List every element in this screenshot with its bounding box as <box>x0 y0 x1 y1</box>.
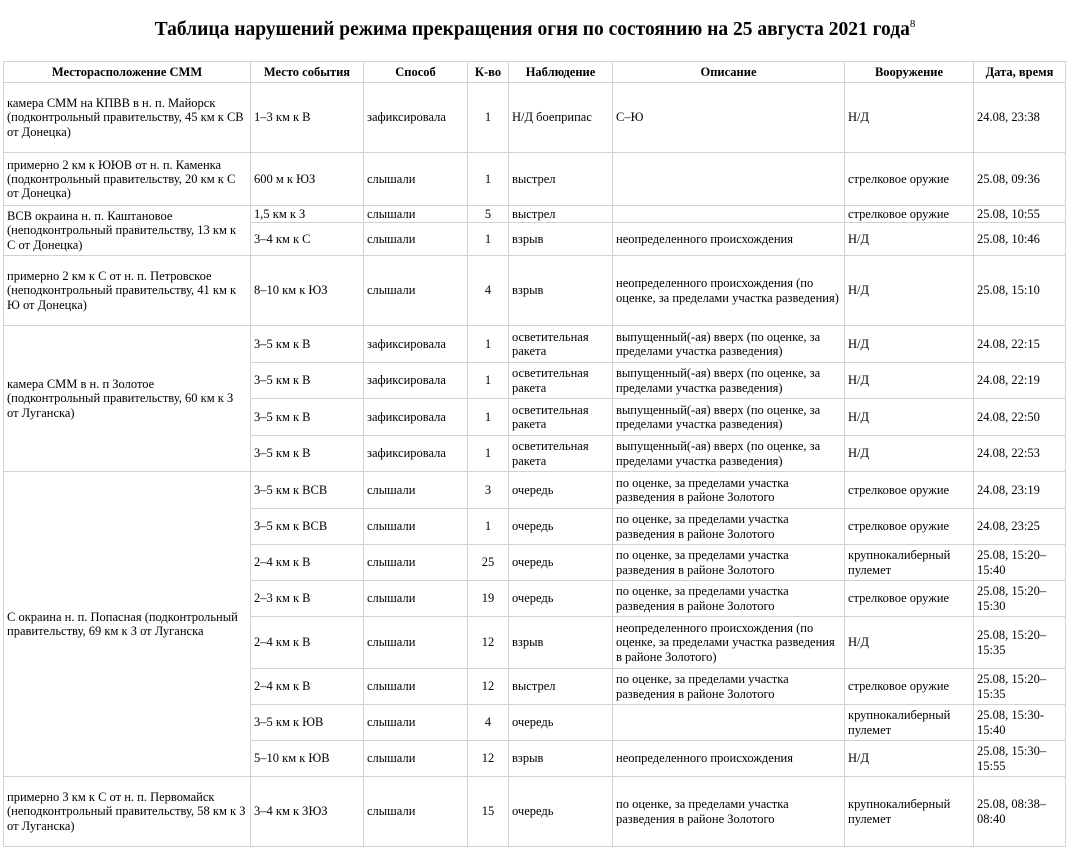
weapon-cell: крупнокалиберный пулемет <box>845 545 974 581</box>
count-cell: 19 <box>468 581 509 617</box>
weapon-cell: крупнокалиберный пулемет <box>845 705 974 741</box>
method-cell: зафиксировала <box>364 83 468 153</box>
weapon-cell: стрелковое оружие <box>845 669 974 705</box>
method-cell: зафиксировала <box>364 399 468 436</box>
header-weapon: Вооружение <box>845 62 974 83</box>
count-cell: 1 <box>468 326 509 363</box>
datetime-cell: 25.08, 15:20–15:30 <box>974 581 1066 617</box>
observation-cell: взрыв <box>509 617 613 669</box>
observation-cell: осветительная ракета <box>509 399 613 436</box>
weapon-cell: Н/Д <box>845 399 974 436</box>
count-cell: 1 <box>468 83 509 153</box>
weapon-cell: стрелковое оружие <box>845 581 974 617</box>
observation-cell: Н/Д боеприпас <box>509 83 613 153</box>
event-place-cell: 3–5 км к В <box>251 399 364 436</box>
event-place-cell: 3–4 км к С <box>251 223 364 256</box>
observation-cell: осветительная ракета <box>509 326 613 363</box>
weapon-cell: Н/Д <box>845 436 974 472</box>
table-row <box>4 206 1066 223</box>
location-cell: примерно 2 км к ЮЮВ от н. п. Каменка (подконтрольный правительству, 20 км к С от Донецка) <box>4 153 251 206</box>
datetime-cell: 25.08, 15:30–15:55 <box>974 741 1066 777</box>
method-cell: слышали <box>364 669 468 705</box>
weapon-cell: Н/Д <box>845 363 974 399</box>
event-place-cell: 2–4 км к В <box>251 669 364 705</box>
event-place-cell: 3–5 км к ВСВ <box>251 472 364 509</box>
observation-cell: очередь <box>509 705 613 741</box>
description-cell: выпущенный(-ая) вверх (по оценке, за пределами участка разведения) <box>613 436 845 472</box>
event-place-cell: 3–5 км к В <box>251 363 364 399</box>
datetime-cell: 25.08, 15:30-15:40 <box>974 705 1066 741</box>
description-cell <box>613 705 845 741</box>
description-cell: выпущенный(-ая) вверх (по оценке, за пределами участка разведения) <box>613 399 845 436</box>
observation-cell: очередь <box>509 581 613 617</box>
weapon-cell: стрелковое оружие <box>845 509 974 545</box>
event-place-cell: 5–10 км к ЮВ <box>251 741 364 777</box>
event-place-cell: 3–5 км к В <box>251 436 364 472</box>
observation-cell: осветительная ракета <box>509 363 613 399</box>
description-cell: выпущенный(-ая) вверх (по оценке, за пределами участка разведения) <box>613 326 845 363</box>
header-count: К-во <box>468 62 509 83</box>
table-row <box>4 256 1066 326</box>
event-place-cell: 3–5 км к В <box>251 326 364 363</box>
observation-cell: взрыв <box>509 741 613 777</box>
method-cell: слышали <box>364 206 468 223</box>
count-cell: 15 <box>468 777 509 847</box>
event-place-cell: 2–4 км к В <box>251 545 364 581</box>
table-row <box>4 472 1066 509</box>
datetime-cell: 25.08, 09:36 <box>974 153 1066 206</box>
observation-cell: выстрел <box>509 153 613 206</box>
method-cell: слышали <box>364 777 468 847</box>
table-row <box>4 777 1066 847</box>
description-cell: по оценке, за пределами участка разведения в районе Золотого <box>613 669 845 705</box>
observation-cell: очередь <box>509 472 613 509</box>
table-row <box>4 83 1066 153</box>
count-cell: 1 <box>468 153 509 206</box>
event-place-cell: 1–3 км к В <box>251 83 364 153</box>
method-cell: слышали <box>364 223 468 256</box>
count-cell: 25 <box>468 545 509 581</box>
header-place: Место события <box>251 62 364 83</box>
method-cell: зафиксировала <box>364 436 468 472</box>
method-cell: слышали <box>364 617 468 669</box>
description-cell: С–Ю <box>613 83 845 153</box>
header-location: Месторасположение СММ <box>4 62 251 83</box>
description-cell: неопределенного происхождения <box>613 223 845 256</box>
weapon-cell: Н/Д <box>845 617 974 669</box>
description-cell: по оценке, за пределами участка разведения в районе Золотого <box>613 509 845 545</box>
datetime-cell: 24.08, 23:38 <box>974 83 1066 153</box>
datetime-cell: 25.08, 15:20–15:35 <box>974 617 1066 669</box>
count-cell: 1 <box>468 223 509 256</box>
event-place-cell: 3–5 км к ЮВ <box>251 705 364 741</box>
weapon-cell: Н/Д <box>845 83 974 153</box>
datetime-cell: 25.08, 15:20–15:40 <box>974 545 1066 581</box>
event-place-cell: 1,5 км к З <box>251 206 364 223</box>
count-cell: 5 <box>468 206 509 223</box>
table-row <box>4 326 1066 363</box>
location-cell: камера СММ на КПВВ в н. п. Майорск (подконтрольный правительству, 45 км к СВ от Донецка) <box>4 83 251 153</box>
event-place-cell: 2–4 км к В <box>251 617 364 669</box>
datetime-cell: 25.08, 10:46 <box>974 223 1066 256</box>
page-title: Таблица нарушений режима прекращения огня по состоянию на 25 августа 2021 года$^8$ <box>154 18 916 40</box>
location-cell: примерно 3 км к С от н. п. Первомайск (неподконтрольный правительству, 58 км к З от Луганска) <box>4 777 251 847</box>
weapon-cell: Н/Д <box>845 256 974 326</box>
observation-cell: осветительная ракета <box>509 436 613 472</box>
location-cell: примерно 2 км к С от н. п. Петровское (неподконтрольный правительству, 41 км к Ю от Донецка) <box>4 256 251 326</box>
weapon-cell: Н/Д <box>845 326 974 363</box>
datetime-cell: 24.08, 22:50 <box>974 399 1066 436</box>
description-cell: по оценке, за пределами участка разведения в районе Золотого <box>613 545 845 581</box>
observation-cell: взрыв <box>509 256 613 326</box>
description-cell: неопределенного происхождения (по оценке, за пределами участка разведения в районе Золотого) <box>613 617 845 669</box>
table-header-row <box>4 62 1066 83</box>
event-place-cell: 3–4 км к ЗЮЗ <box>251 777 364 847</box>
datetime-cell: 25.08, 15:20–15:35 <box>974 669 1066 705</box>
count-cell: 1 <box>468 436 509 472</box>
observation-cell: очередь <box>509 545 613 581</box>
description-cell: по оценке, за пределами участка разведения в районе Золотого <box>613 777 845 847</box>
weapon-cell: Н/Д <box>845 741 974 777</box>
description-cell <box>613 206 845 223</box>
weapon-cell: Н/Д <box>845 223 974 256</box>
count-cell: 1 <box>468 509 509 545</box>
method-cell: зафиксировала <box>364 326 468 363</box>
datetime-cell: 25.08, 08:38–08:40 <box>974 777 1066 847</box>
event-place-cell: 8–10 км к ЮЗ <box>251 256 364 326</box>
count-cell: 4 <box>468 256 509 326</box>
description-cell <box>613 153 845 206</box>
datetime-cell: 24.08, 23:19 <box>974 472 1066 509</box>
location-cell: ВСВ окраина н. п. Каштановое (неподконтрольный правительству, 13 км к С от Донецка) <box>4 206 251 256</box>
observation-cell: очередь <box>509 509 613 545</box>
datetime-cell: 24.08, 23:25 <box>974 509 1066 545</box>
header-observation: Наблюдение <box>509 62 613 83</box>
description-cell: по оценке, за пределами участка разведения в районе Золотого <box>613 472 845 509</box>
description-cell: неопределенного происхождения (по оценке, за пределами участка разведения) <box>613 256 845 326</box>
count-cell: 1 <box>468 399 509 436</box>
method-cell: слышали <box>364 472 468 509</box>
table-body <box>4 83 1066 847</box>
method-cell: слышали <box>364 153 468 206</box>
method-cell: зафиксировала <box>364 363 468 399</box>
datetime-cell: 24.08, 22:19 <box>974 363 1066 399</box>
method-cell: слышали <box>364 741 468 777</box>
method-cell: слышали <box>364 256 468 326</box>
count-cell: 12 <box>468 669 509 705</box>
method-cell: слышали <box>364 509 468 545</box>
method-cell: слышали <box>364 545 468 581</box>
weapon-cell: стрелковое оружие <box>845 472 974 509</box>
description-cell: выпущенный(-ая) вверх (по оценке, за пределами участка разведения) <box>613 363 845 399</box>
count-cell: 12 <box>468 741 509 777</box>
violations-table <box>3 61 1066 847</box>
header-method: Способ <box>364 62 468 83</box>
observation-cell: взрыв <box>509 223 613 256</box>
method-cell: слышали <box>364 705 468 741</box>
method-cell: слышали <box>364 581 468 617</box>
observation-cell: очередь <box>509 777 613 847</box>
count-cell: 12 <box>468 617 509 669</box>
count-cell: 3 <box>468 472 509 509</box>
weapon-cell: стрелковое оружие <box>845 206 974 223</box>
count-cell: 4 <box>468 705 509 741</box>
event-place-cell: 3–5 км к ВСВ <box>251 509 364 545</box>
datetime-cell: 24.08, 22:15 <box>974 326 1066 363</box>
datetime-cell: 24.08, 22:53 <box>974 436 1066 472</box>
description-cell: неопределенного происхождения <box>613 741 845 777</box>
event-place-cell: 2–3 км к В <box>251 581 364 617</box>
weapon-cell: стрелковое оружие <box>845 153 974 206</box>
location-cell: С окраина н. п. Попасная (подконтрольный правительству, 69 км к З от Луганска <box>4 472 251 777</box>
weapon-cell: крупнокалиберный пулемет <box>845 777 974 847</box>
datetime-cell: 25.08, 10:55 <box>974 206 1066 223</box>
observation-cell: выстрел <box>509 206 613 223</box>
observation-cell: выстрел <box>509 669 613 705</box>
footnote-marker: 8 <box>909 18 916 30</box>
location-cell: камера СММ в н. п Золотое (подконтрольный правительству, 60 км к З от Луганска) <box>4 326 251 472</box>
table-row <box>4 153 1066 206</box>
description-cell: по оценке, за пределами участка разведения в районе Золотого <box>613 581 845 617</box>
count-cell: 1 <box>468 363 509 399</box>
header-description: Описание <box>613 62 845 83</box>
event-place-cell: 600 м к ЮЗ <box>251 153 364 206</box>
header-datetime: Дата, время <box>974 62 1066 83</box>
datetime-cell: 25.08, 15:10 <box>974 256 1066 326</box>
